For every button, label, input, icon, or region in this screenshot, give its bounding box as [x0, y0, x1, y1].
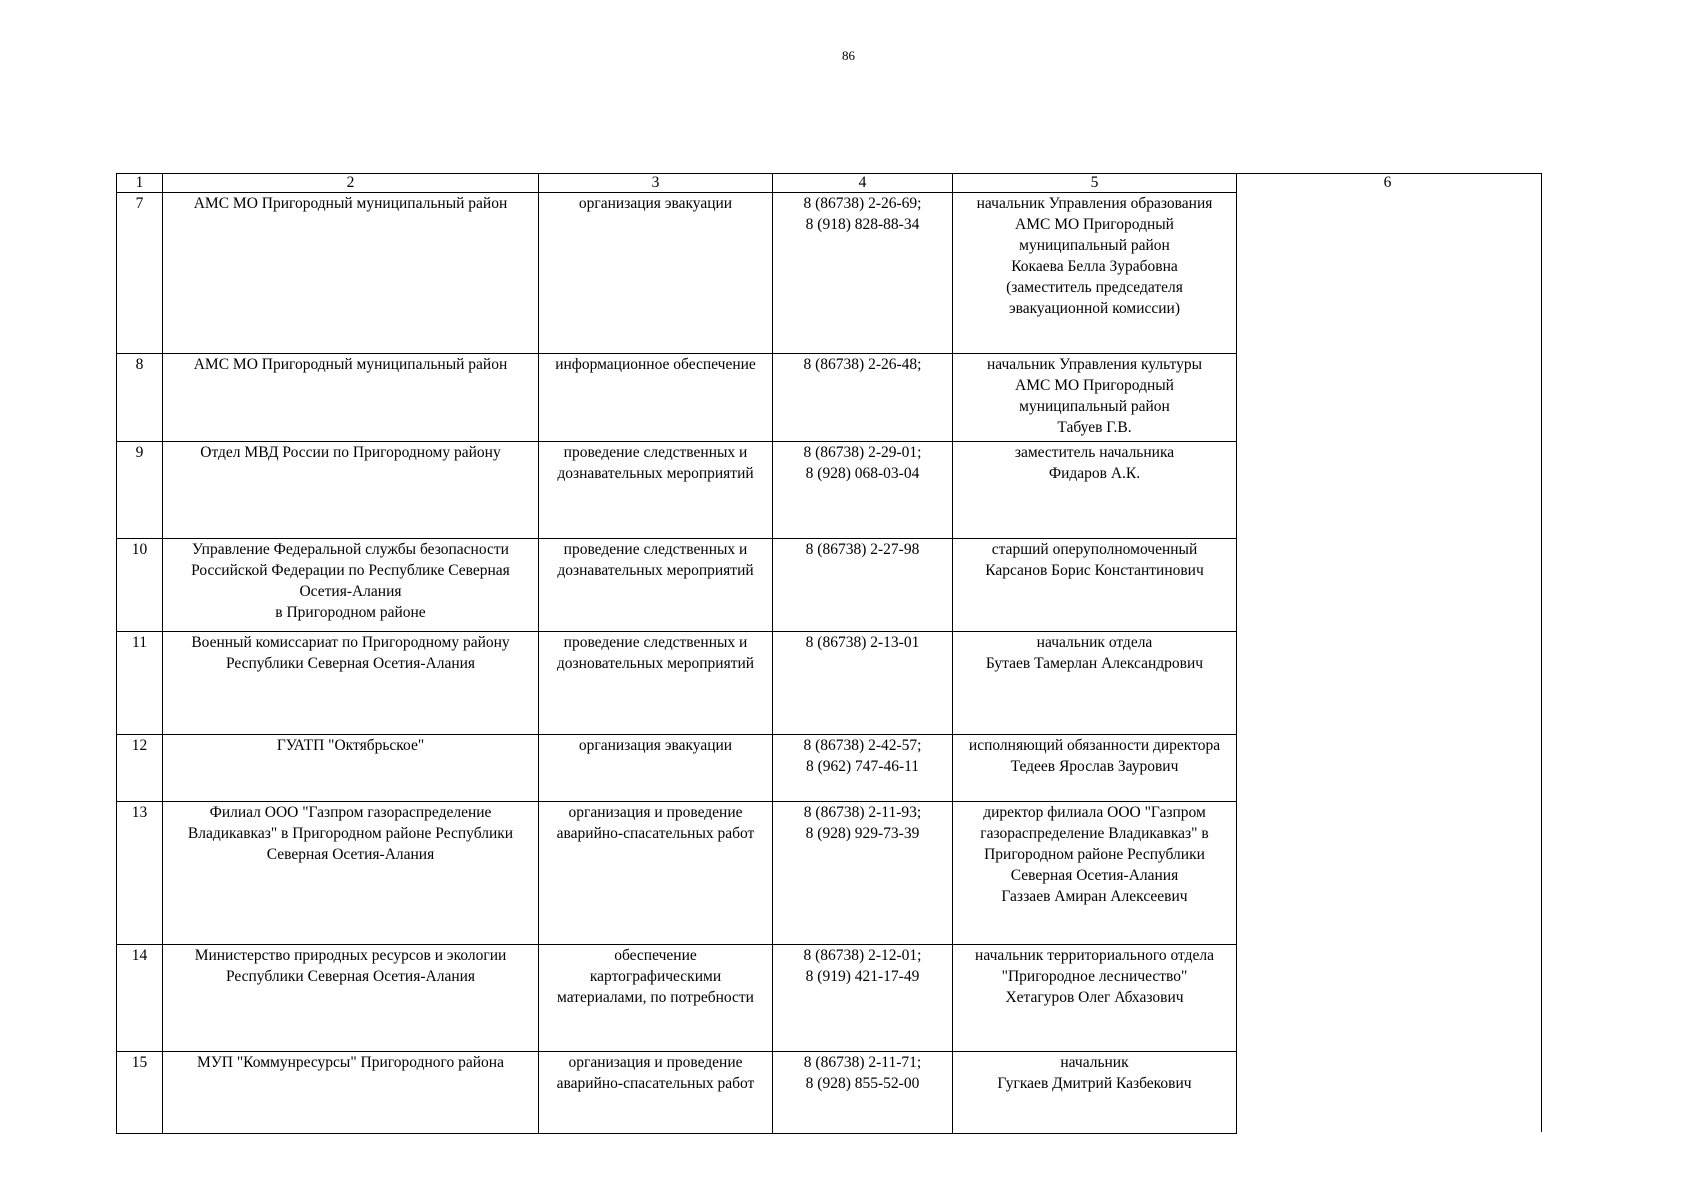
phone-cell: 8 (86738) 2-27-98	[773, 539, 953, 632]
header-cell-3: 3	[539, 174, 773, 193]
header-cell-2: 2	[163, 174, 539, 193]
phone-cell: 8 (86738) 2-13-01	[773, 632, 953, 735]
organization-cell: Военный комиссариат по Пригородному району Республики Северная Осетия-Алания	[163, 632, 539, 735]
responsible-person-cell: начальник территориального отдела "Пригородное лесничество" Хетагуров Олег Абхазович	[953, 945, 1237, 1052]
table-row	[117, 632, 1237, 735]
header-cell-1: 1	[117, 174, 163, 193]
row-number: 14	[117, 945, 163, 1052]
responsible-person-cell: начальник Управления культуры АМС МО Пригородный муниципальный район Табуев Г.В.	[953, 354, 1237, 442]
column-6-empty	[1234, 173, 1542, 1132]
organization-cell: Министерство природных ресурсов и экологии Республики Северная Осетия-Алания	[163, 945, 539, 1052]
organization-cell: Филиал ООО "Газпром газораспределение Владикавказ" в Пригородном районе Республики Северная Осетия-Алания	[163, 802, 539, 945]
table-row	[117, 802, 1237, 945]
table-row	[117, 539, 1237, 632]
table-header-row	[117, 174, 1237, 193]
table-row	[117, 354, 1237, 442]
organization-cell: АМС МО Пригородный муниципальный район	[163, 193, 539, 354]
header-cell-4: 4	[773, 174, 953, 193]
contacts-table-wrapper	[116, 173, 1543, 1133]
task-cell: организация эвакуации	[539, 735, 773, 802]
table-row	[117, 735, 1237, 802]
responsible-person-cell: директор филиала ООО "Газпром газораспределение Владикавказ" в Пригородном районе Республики Северная Осетия-Алания Газзаев Амиран Алексеевич	[953, 802, 1237, 945]
page-number: 86	[842, 48, 855, 63]
phone-cell: 8 (86738) 2-12-01; 8 (919) 421-17-49	[773, 945, 953, 1052]
table-body	[117, 174, 1237, 1134]
responsible-person-cell: начальник Гугкаев Дмитрий Казбекович	[953, 1052, 1237, 1134]
table-row	[117, 442, 1237, 539]
task-cell: информационное обеспечение	[539, 354, 773, 442]
task-cell: организация и проведение аварийно-спасательных работ	[539, 802, 773, 945]
phone-cell: 8 (86738) 2-29-01; 8 (928) 068-03-04	[773, 442, 953, 539]
responsible-person-cell: начальник Управления образования АМС МО Пригородный муниципальный район Кокаева Белла Зурабовна (заместитель председателя эвакуационной комиссии)	[953, 193, 1237, 354]
task-cell: проведение следственных и дознавательных мероприятий	[539, 539, 773, 632]
row-number: 10	[117, 539, 163, 632]
organization-cell: Управление Федеральной службы безопасности Российской Федерации по Республике Северная Осетия-Алания в Пригородном районе	[163, 539, 539, 632]
task-cell: проведение следственных и дознавательных мероприятий	[539, 442, 773, 539]
phone-cell: 8 (86738) 2-42-57; 8 (962) 747-46-11	[773, 735, 953, 802]
row-number: 7	[117, 193, 163, 354]
task-cell: обеспечение картографическими материалами, по потребности	[539, 945, 773, 1052]
contacts-table	[116, 173, 1237, 1134]
phone-cell: 8 (86738) 2-26-48;	[773, 354, 953, 442]
phone-cell: 8 (86738) 2-11-71; 8 (928) 855-52-00	[773, 1052, 953, 1134]
row-number: 9	[117, 442, 163, 539]
organization-cell: ГУАТП "Октябрьское"	[163, 735, 539, 802]
organization-cell: Отдел МВД России по Пригородному району	[163, 442, 539, 539]
organization-cell: МУП "Коммунресурсы" Пригородного района	[163, 1052, 539, 1134]
table-row	[117, 945, 1237, 1052]
organization-cell: АМС МО Пригородный муниципальный район	[163, 354, 539, 442]
table-row	[117, 1052, 1237, 1134]
responsible-person-cell: начальник отдела Бутаев Тамерлан Александрович	[953, 632, 1237, 735]
responsible-person-cell: старший оперуполномоченный Карсанов Борис Константинович	[953, 539, 1237, 632]
responsible-person-cell: заместитель начальника Фидаров А.К.	[953, 442, 1237, 539]
row-number: 13	[117, 802, 163, 945]
task-cell: проведение следственных и дозновательных мероприятий	[539, 632, 773, 735]
header-cell-6: 6	[1383, 174, 1392, 191]
row-number: 15	[117, 1052, 163, 1134]
header-cell-5: 5	[953, 174, 1237, 193]
responsible-person-cell: исполняющий обязанности директора Тедеев Ярослав Заурович	[953, 735, 1237, 802]
row-number: 11	[117, 632, 163, 735]
task-cell: организация и проведение аварийно-спасательных работ	[539, 1052, 773, 1134]
phone-cell: 8 (86738) 2-11-93; 8 (928) 929-73-39	[773, 802, 953, 945]
row-number: 8	[117, 354, 163, 442]
row-number: 12	[117, 735, 163, 802]
task-cell: организация эвакуации	[539, 193, 773, 354]
phone-cell: 8 (86738) 2-26-69; 8 (918) 828-88-34	[773, 193, 953, 354]
table-row	[117, 193, 1237, 354]
